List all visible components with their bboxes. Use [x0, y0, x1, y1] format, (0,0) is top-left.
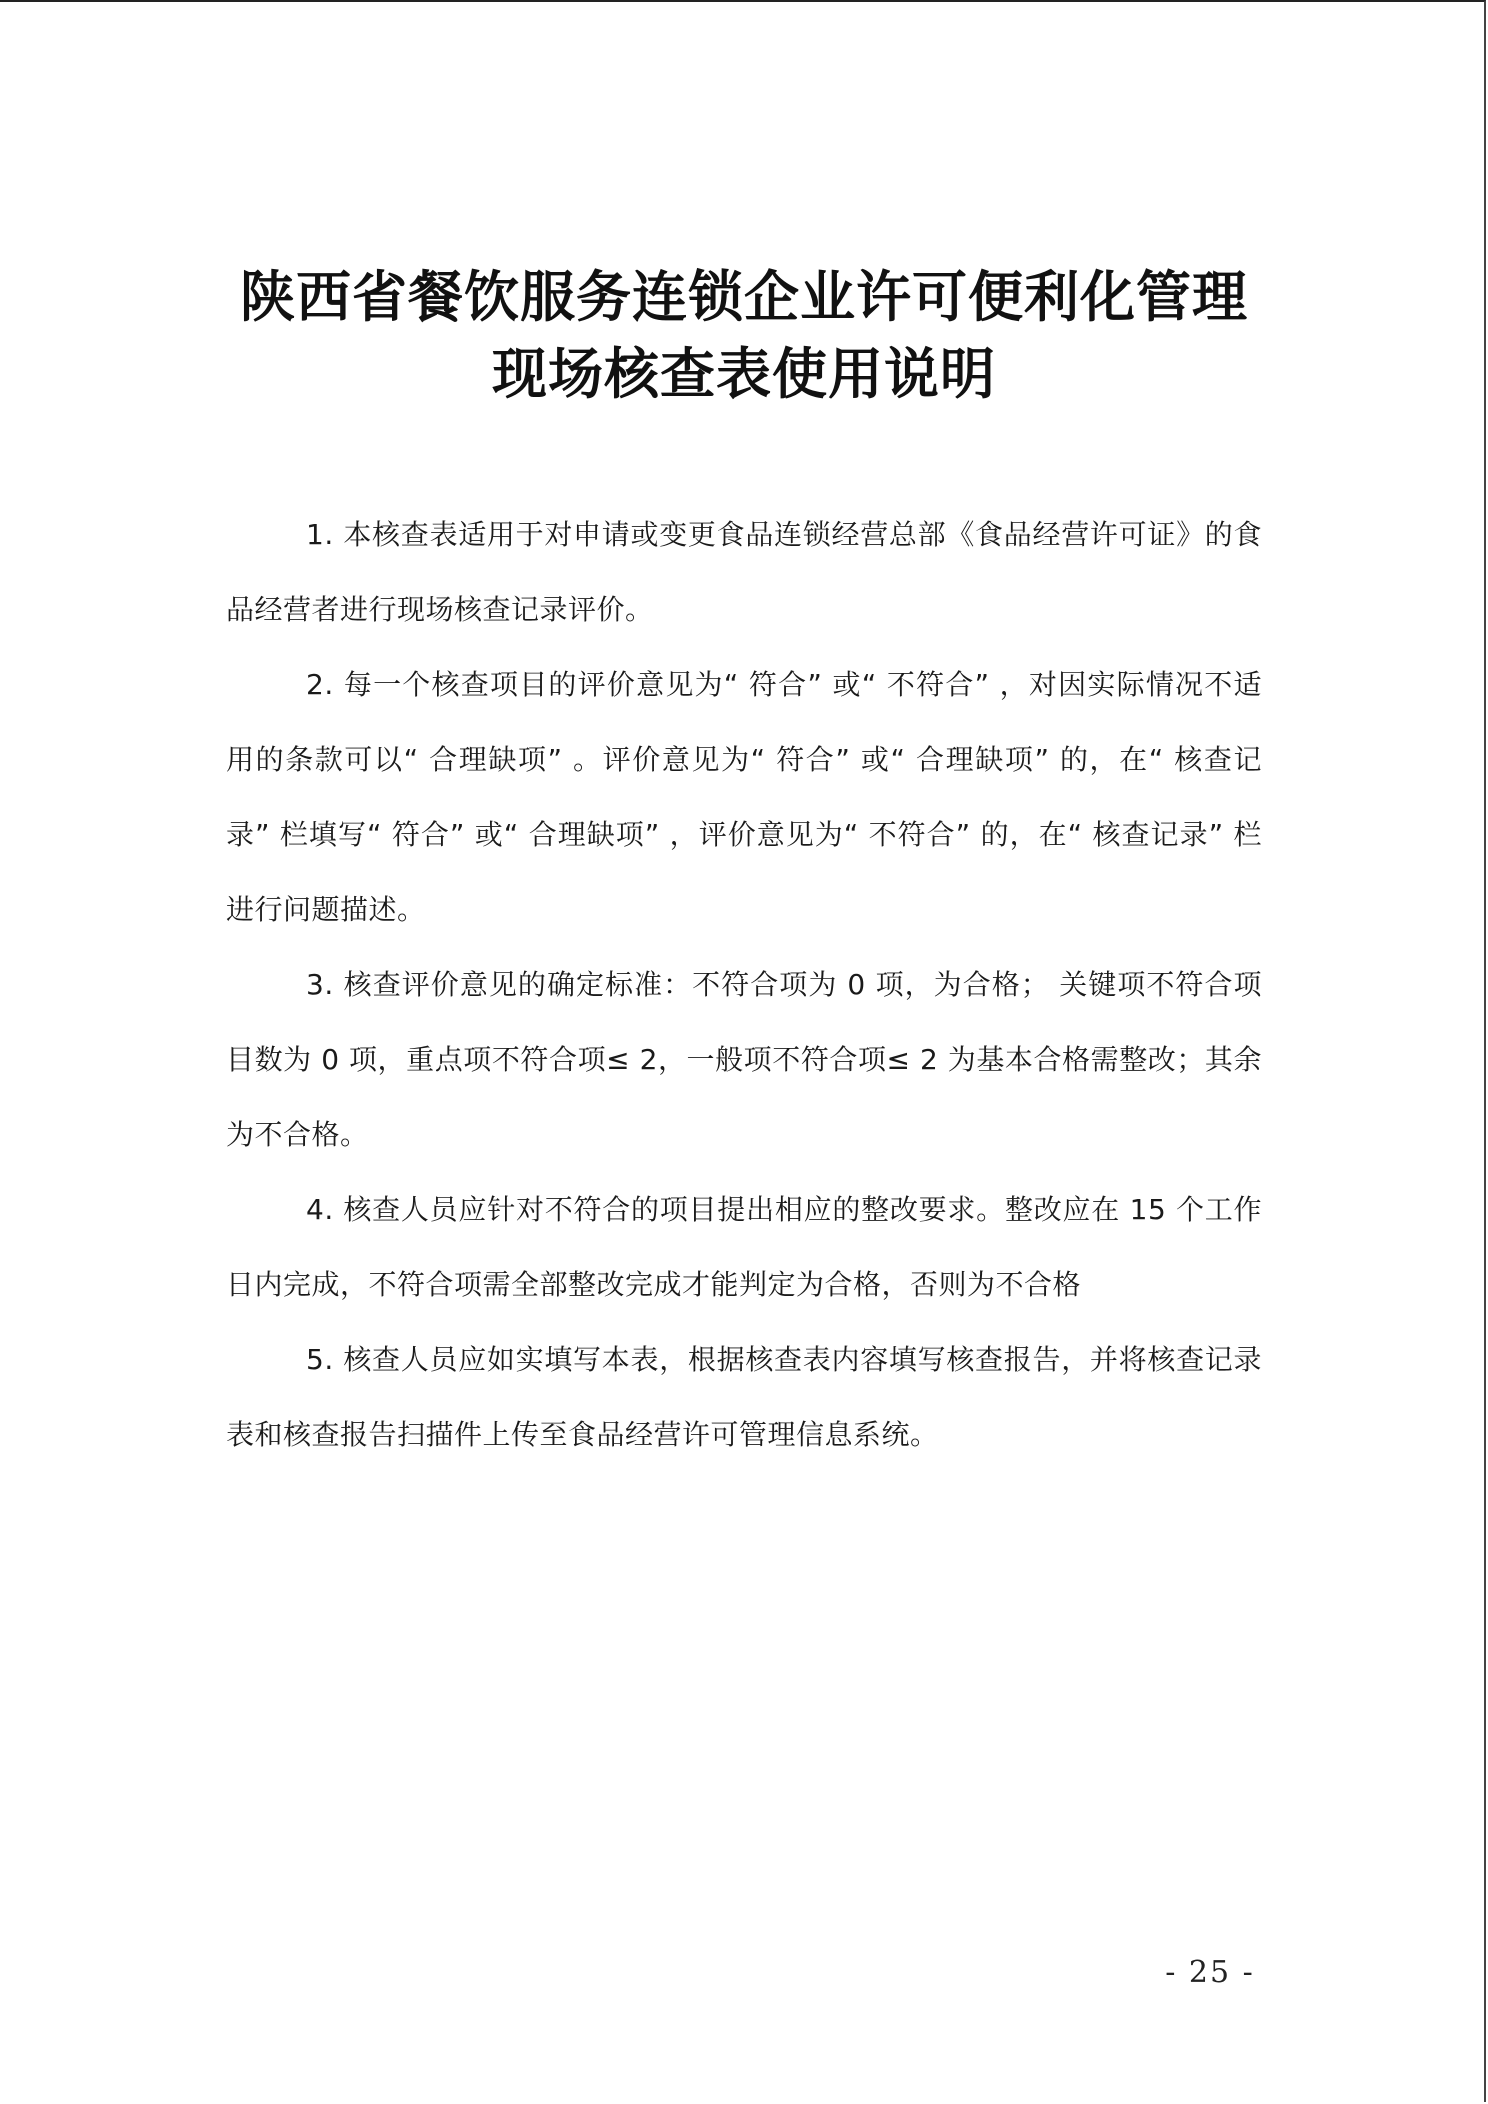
instructions-body — [226, 497, 1262, 1472]
paragraph-3: 3. 核查评价意见的确定标准：不符合项为 0 项，为合格； 关键项不符合项目数为 0 项，重点项不符合项≤ 2，一般项不符合项≤ 2 为基本合格需整改；其余为不合格。 — [226, 968, 1262, 1151]
title-line-2: 现场核查表使用说明 — [491, 341, 996, 406]
document-title — [150, 258, 1338, 412]
title-line-1: 陕西省餐饮服务连锁企业许可便利化管理 — [239, 264, 1248, 329]
paragraph-4: 4. 核查人员应针对不符合的项目提出相应的整改要求。整改应在 15 个工作日内完成，不符合项需全部整改完成才能判定为合格，否则为不合格 — [226, 1193, 1262, 1301]
paragraph-5: 5. 核查人员应如实填写本表，根据核查表内容填写核查报告，并将核查记录表和核查报告扫描件上传至食品经营许可管理信息系统。 — [226, 1343, 1262, 1451]
page-number: - 25 - — [1165, 1955, 1255, 1990]
paragraph-1: 1. 本核查表适用于对申请或变更食品连锁经营总部《食品经营许可证》的食品经营者进行现场核查记录评价。 — [226, 518, 1262, 626]
paragraph-2: 2. 每一个核查项目的评价意见为“ 符合” 或“ 不符合” ，对因实际情况不适用的条款可以“ 合理缺项” 。评价意见为“ 符合” 或“ 合理缺项” 的，在“ 核查记录” 栏填写“ 符合” 或“ 合理缺项” ，评价意见为“ 不符合” 的，在“ 核查记录” 栏进行问题描述。 — [226, 668, 1262, 926]
